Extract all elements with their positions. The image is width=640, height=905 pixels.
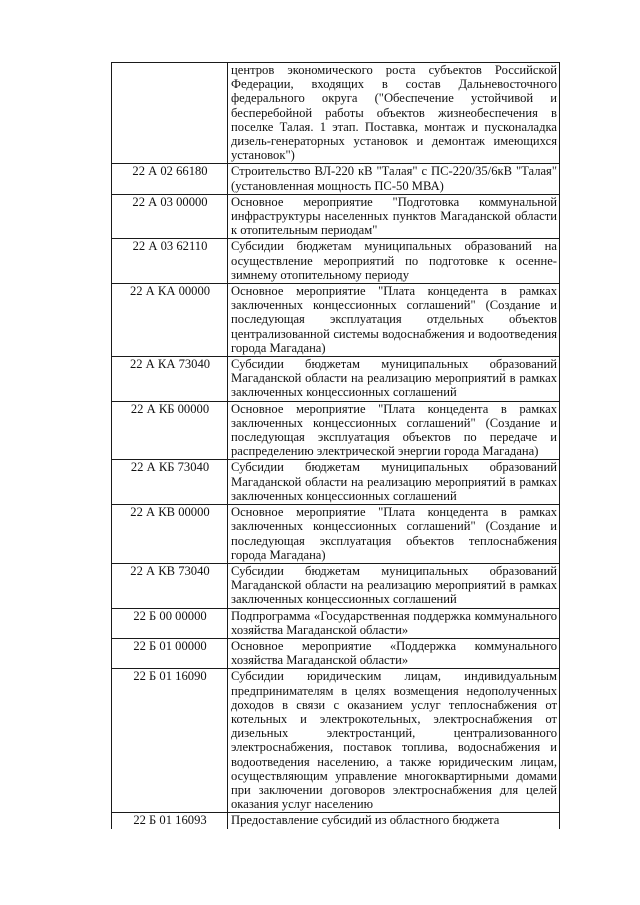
table-row bbox=[112, 194, 560, 239]
row-description: Основное мероприятие "Плата концедента в рамках заключенных концессионных соглашений" (Создание и последующая эксплуатация объектов по передаче и распределению электрической энергии города Магадана) bbox=[228, 401, 560, 460]
row-code: 22 А КБ 73040 bbox=[112, 460, 228, 505]
row-description: Основное мероприятие "Плата концедента в рамках заключенных концессионных соглашений" (Создание и последующая эксплуатация объектов теплоснабжения города Магадана) bbox=[228, 505, 560, 564]
table-row bbox=[112, 284, 560, 357]
row-description: Субсидии бюджетам муниципальных образований Магаданской области на реализацию мероприятий в рамках заключенных концессионных соглашений bbox=[228, 563, 560, 608]
row-code: 22 А КВ 73040 bbox=[112, 563, 228, 608]
table-row bbox=[112, 669, 560, 813]
table-row bbox=[112, 63, 560, 164]
table-row bbox=[112, 357, 560, 402]
row-description: Основное мероприятие «Поддержка коммунального хозяйства Магаданской области» bbox=[228, 638, 560, 668]
row-description: Основное мероприятие "Подготовка коммунальной инфраструктуры населенных пунктов Магаданской области к отопительным периодам" bbox=[228, 194, 560, 239]
row-code: 22 А КА 73040 bbox=[112, 357, 228, 402]
row-code: 22 Б 00 00000 bbox=[112, 608, 228, 638]
row-description: Строительство ВЛ-220 кВ "Талая" с ПС-220/35/6кВ "Талая" (установленная мощность ПС-50 МВА) bbox=[228, 164, 560, 194]
row-description: Подпрограмма «Государственная поддержка коммунального хозяйства Магаданской области» bbox=[228, 608, 560, 638]
table-row bbox=[112, 164, 560, 194]
row-description: Субсидии бюджетам муниципальных образований на осуществление мероприятий по подготовке к осенне-зимнему отопительному периоду bbox=[228, 239, 560, 284]
table-row bbox=[112, 505, 560, 564]
row-code: 22 Б 01 16090 bbox=[112, 669, 228, 813]
table-row bbox=[112, 460, 560, 505]
row-description: Предоставление субсидий из областного бюджета bbox=[228, 813, 560, 829]
row-code: 22 Б 01 16093 bbox=[112, 813, 228, 829]
row-description: Субсидии бюджетам муниципальных образований Магаданской области на реализацию мероприятий в рамках заключенных концессионных соглашений bbox=[228, 460, 560, 505]
row-code: 22 А КБ 00000 bbox=[112, 401, 228, 460]
budget-classification-table bbox=[111, 62, 560, 829]
row-description: центров экономического роста субъектов Российской Федерации, входящих в состав Дальневосточного федерального округа ("Обеспечение устойчивой и бесперебойной работы объектов жизнеобеспечения в поселке Талая. 1 этап. Поставка, монтаж и пусконаладка дизель-генераторных установок и демонтаж имеющихся установок") bbox=[228, 63, 560, 164]
row-code: 22 А 02 66180 bbox=[112, 164, 228, 194]
row-code: 22 А КА 00000 bbox=[112, 284, 228, 357]
table-row bbox=[112, 239, 560, 284]
row-code: 22 А 03 00000 bbox=[112, 194, 228, 239]
table-row bbox=[112, 608, 560, 638]
table-row bbox=[112, 401, 560, 460]
row-code: 22 А КВ 00000 bbox=[112, 505, 228, 564]
table-row bbox=[112, 563, 560, 608]
table-row bbox=[112, 813, 560, 829]
row-description: Субсидии юридическим лицам, индивидуальным предпринимателям в целях возмещения недополученных доходов в связи с оказанием услуг теплоснабжения от котельных и электрокотельных, электроснабжения от дизельных электростанций, централизованного электроснабжения, поставок топлива, водоснабжения и водоотведения населению, а также юридическим лицам, осуществляющим управление многоквартирными домами при заключении договоров электроснабжения для целей оказания услуг населению bbox=[228, 669, 560, 813]
row-code: 22 А 03 62110 bbox=[112, 239, 228, 284]
table-row bbox=[112, 638, 560, 668]
row-description: Субсидии бюджетам муниципальных образований Магаданской области на реализацию мероприятий в рамках заключенных концессионных соглашений bbox=[228, 357, 560, 402]
row-code bbox=[112, 63, 228, 164]
row-code: 22 Б 01 00000 bbox=[112, 638, 228, 668]
row-description: Основное мероприятие "Плата концедента в рамках заключенных концессионных соглашений" (Создание и последующая эксплуатация отдельных объектов централизованной системы водоснабжения и водоотведения города Магадана) bbox=[228, 284, 560, 357]
